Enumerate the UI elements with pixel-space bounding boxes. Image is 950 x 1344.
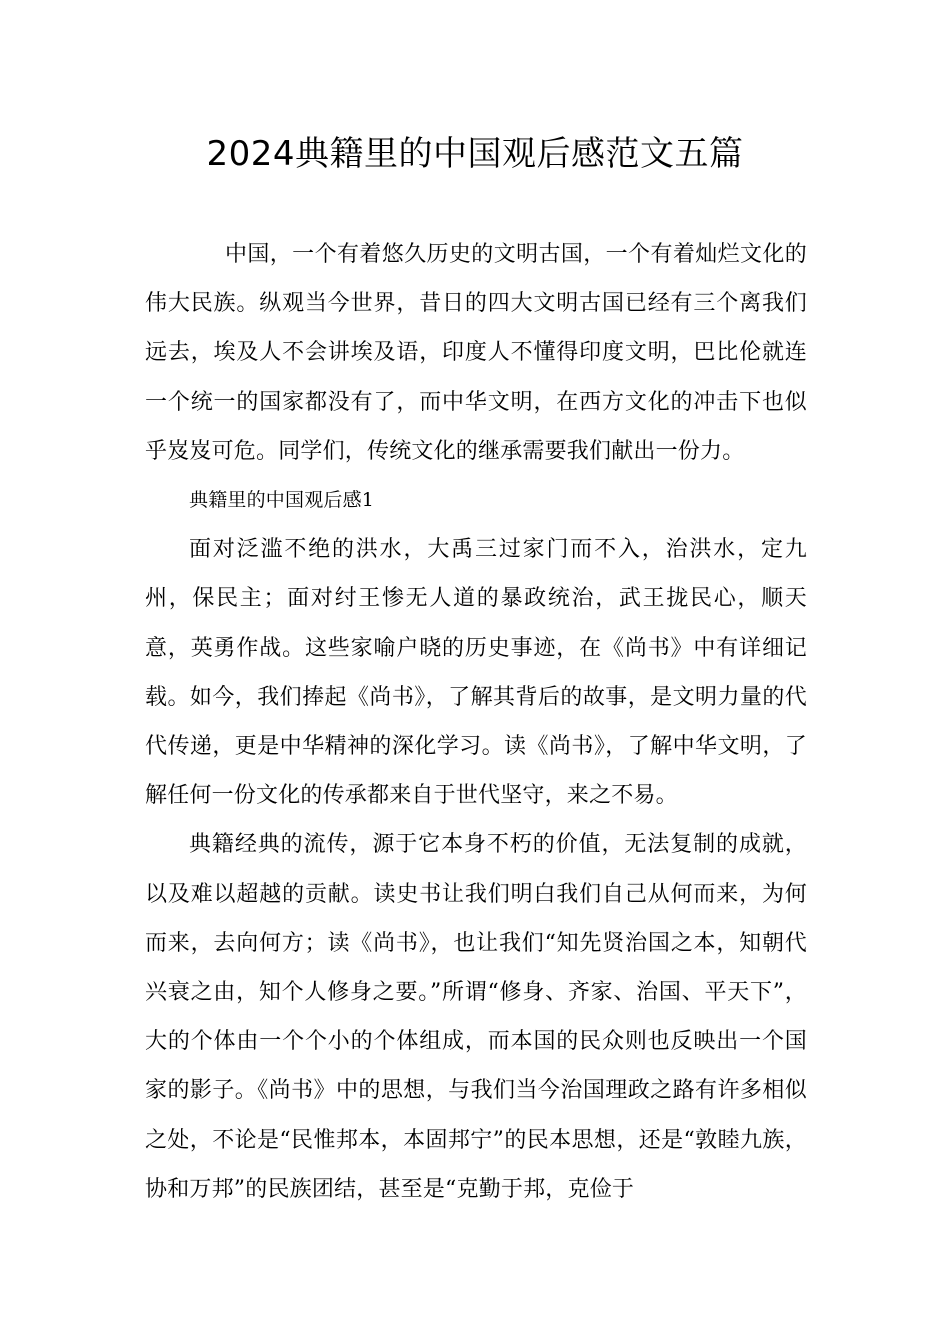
- intro-paragraph: 中国，一个有着悠久历史的文明古国，一个有着灿烂文化的伟大民族。纵观当今世界，昔日的四大文明古国已经有三个离我们远去，埃及人不会讲埃及语，印度人不懂得印度文明，巴比伦就连一个统一的国家都没有了，而中华文明，在西方文化的冲击下也似乎岌岌可危。同学们，传统文化的继承需要我们献出一份力。: [145, 242, 807, 464]
- body-paragraph: 面对泛滥不绝的洪水，大禹三过家门而不入，治洪水，定九州，保民主；面对纣王惨无人道的暴政统治，武王拢民心，顺天意，英勇作战。这些家喻户晓的历史事迹，在《尚书》中有详细记载。如今，我们捧起《尚书》，了解其背后的故事，是文明力量的代代传递，更是中华精神的深化学习。读《尚书》，了解中华文明，了解任何一份文化的传承都来自于世代坚守，来之不易。: [145, 537, 807, 809]
- section-heading: 典籍里的中国观后感1: [189, 489, 375, 512]
- document-title: 2024典籍里的中国观后感范文五篇: [206, 134, 744, 174]
- document-body: [145, 230, 807, 1214]
- body-paragraph: 典籍经典的流传，源于它本身不朽的价值，无法复制的成就，以及难以超越的贡献。读史书让我们明白我们自己从何而来，为何而来，去向何方；读《尚书》，也让我们“知先贤治国之本，知朝代兴衰之由，知个人修身之要。”所谓“修身、齐家、治国、平天下”，大的个体由一个个小的个体组成，而本国的民众则也反映出一个国家的影子。《尚书》中的思想，与我们当今治国理政之路有许多相似之处，不论是“民惟邦本，本固邦宁”的民本思想，还是“敦睦九族，协和万邦”的民族团结，甚至是“克勤于邦，克俭于: [145, 832, 807, 1202]
